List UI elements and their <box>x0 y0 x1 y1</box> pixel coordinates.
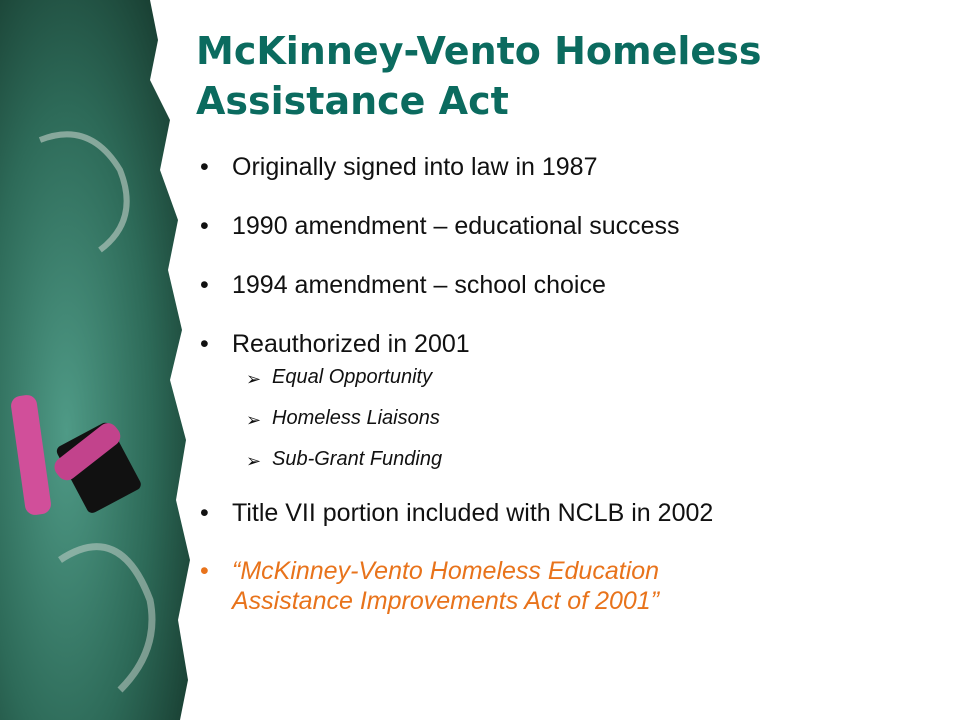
title-line-1: McKinney-Vento Homeless <box>196 29 762 73</box>
sub-bullet-text: Equal Opportunity <box>272 366 433 388</box>
bullet-text: Title VII portion included with NCLB in 2002 <box>232 499 714 527</box>
sub-bullet-item <box>196 406 916 430</box>
arrow-bullet-icon: ➢ <box>246 451 262 471</box>
chalkboard-decoration <box>0 0 210 720</box>
bullet-item <box>196 270 916 300</box>
sub-bullet-list <box>196 365 916 471</box>
slide-title <box>196 26 916 126</box>
bullet-dot: • <box>200 153 209 181</box>
bullet-text: Originally signed into law in 1987 <box>232 153 598 181</box>
sub-bullet-text: Sub-Grant Funding <box>272 448 443 470</box>
quote-line-2: Assistance Improvements Act of 2001” <box>232 587 660 615</box>
bullet-dot: • <box>200 499 209 527</box>
bullet-item <box>196 498 916 528</box>
bullet-dot: • <box>200 271 209 299</box>
bullet-item <box>196 211 916 241</box>
bullet-item <box>196 329 916 359</box>
sub-bullet-item <box>196 447 916 471</box>
sub-bullet-text: Homeless Liaisons <box>272 407 440 429</box>
bullet-list <box>196 152 916 616</box>
bullet-dot: • <box>200 212 209 240</box>
bullet-dot: • <box>200 330 209 358</box>
title-line-2: Assistance Act <box>196 79 509 123</box>
bullet-text: Reauthorized in 2001 <box>232 330 470 358</box>
sub-bullet-item <box>196 365 916 389</box>
bullet-text: 1994 amendment – school choice <box>232 271 606 299</box>
sub-bullet-group <box>196 365 916 471</box>
arrow-bullet-icon: ➢ <box>246 369 262 389</box>
bullet-text: 1990 amendment – educational success <box>232 212 680 240</box>
chalkboard-surface <box>0 0 190 720</box>
bullet-item <box>196 152 916 182</box>
quote-bullet-item <box>196 556 916 616</box>
arrow-bullet-icon: ➢ <box>246 410 262 430</box>
bullet-dot: • <box>200 557 209 585</box>
quote-line-1: “McKinney-Vento Homeless Education <box>232 557 660 585</box>
